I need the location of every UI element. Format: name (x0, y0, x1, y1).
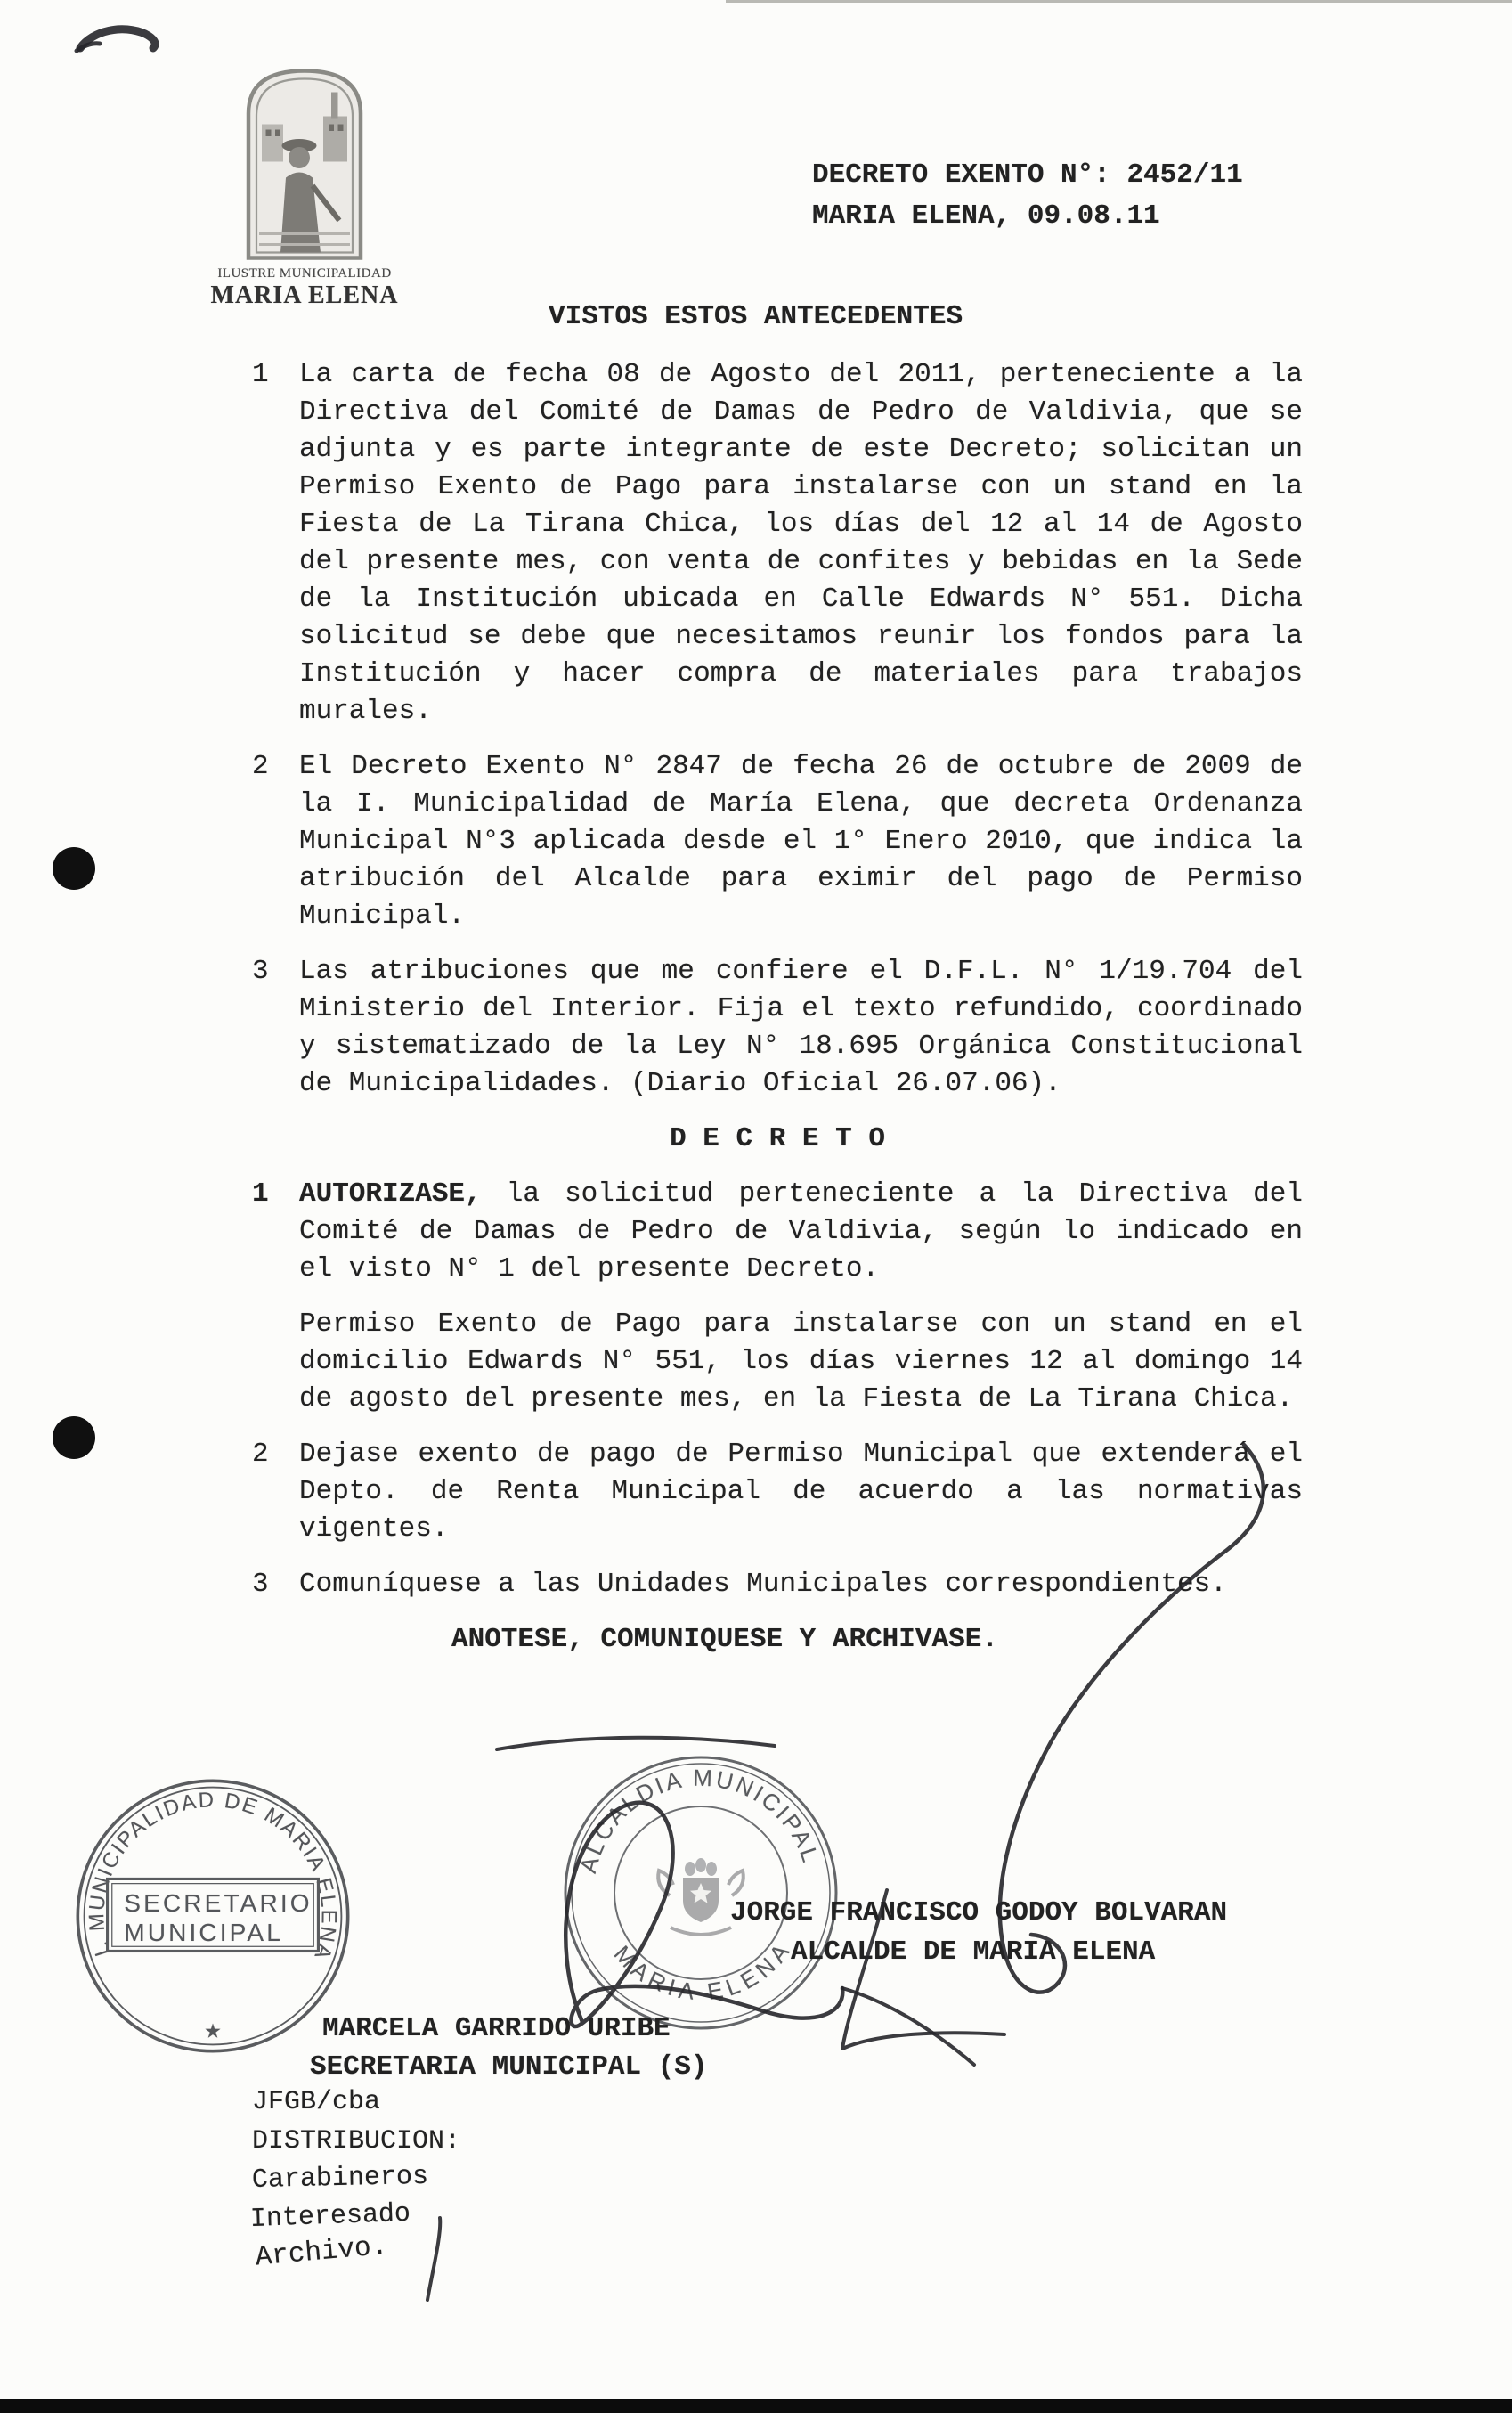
secretary-title: SECRETARIA MUNICIPAL (S) (310, 2051, 708, 2083)
decreto-item-1 (252, 1176, 1303, 1288)
closing-line: ANOTESE, COMUNIQUESE Y ARCHIVASE. (451, 1624, 998, 1655)
top-scan-edge (726, 0, 1512, 3)
item-lead-word: AUTORIZASE, (299, 1178, 482, 1210)
item-text: Las atribuciones que me confiere el D.F.L. N° 1/19.704 del Ministerio del Interior. Fija el texto refundido, coordinado y sistematizado de la Ley N° 18.695 Orgánica Constitucional de Municipalidades. (Diario Oficial 26.07.06). (299, 956, 1303, 1099)
item-text: Permiso Exento de Pago para instalarse con un stand en el domicilio Edwards N° 551, los días viernes 12 al domingo 14 de agosto del presente mes, en la Fiesta de La Tirana Chica. (299, 1308, 1303, 1414)
distribution-item-3: Archivo. (254, 2230, 389, 2274)
item-number: 1 (252, 1178, 269, 1210)
item-text: la solicitud perteneciente a la Directiva del Comité de Damas de Pedro de Valdivia, según lo indicado en el visto N° 1 del presente Decreto. (299, 1178, 1303, 1284)
bottom-scan-edge (0, 2399, 1512, 2413)
stamp-box-line1: SECRETARIO (124, 1888, 313, 1917)
mayor-signature-block (730, 1894, 1227, 1972)
decree-place-date: MARIA ELENA, 09.08.11 (812, 200, 1160, 232)
distribution-item-2: Interesado (249, 2198, 411, 2236)
stamp-box-line2: MUNICIPAL (124, 1919, 283, 1947)
scan-artifact-topleft-mark (80, 29, 155, 48)
item-text: El Decreto Exento N° 2847 de fecha 26 de octubre de 2009 de la I. Municipalidad de María Elena, que decreta Ordenanza Municipal N°3 aplicada desde el 1° Enero 2010, que indica la atribución del Alcalde para eximir del pago de Permiso Municipal. (299, 751, 1303, 932)
mayor-name: JORGE FRANCISCO GODOY BOLVARAN (730, 1897, 1228, 1928)
decreto-title: D E C R E T O (670, 1123, 885, 1154)
stamp-ring-bottom-text: MARIA ELENA (608, 1935, 798, 2006)
logo-caption-top: ILUSTRE MUNICIPALIDAD (217, 266, 392, 281)
item-text: Dejase exento de pago de Permiso Municipal que extenderá el Depto. de Renta Municipal de acuerdo a las normativas vigentes. (299, 1439, 1303, 1545)
star-icon: ★ (204, 2016, 222, 2048)
item-number: 3 (252, 956, 269, 987)
secretary-signature-block (310, 2009, 708, 2086)
secretary-name: MARCELA GARRIDO URIBE (322, 2013, 671, 2044)
decreto-permiso-paragraph (252, 1306, 1303, 1418)
footer-initials: JFGB/cba (252, 2087, 381, 2117)
logo-caption-main: MARIA ELENA (210, 281, 399, 309)
hole-punch-mark-1 (53, 847, 95, 890)
mayor-office-stamp (552, 1744, 849, 2042)
secretary-signature-tail (842, 1988, 974, 2065)
stamp-ring-text: I. MUNICIPALIDAD DE MARIA ELENA (85, 1788, 341, 1964)
municipal-logo (210, 62, 399, 310)
hole-punch-mark-2 (53, 1416, 95, 1459)
scan-artifact-topleft-mark-2 (77, 44, 100, 51)
decree-number: DECRETO EXENTO N°: 2452/11 (812, 159, 1243, 191)
decree-body (252, 356, 1303, 1659)
municipal-emblem-icon (238, 62, 371, 264)
vistos-item-1 (252, 356, 1303, 730)
item-number: 2 (252, 751, 269, 782)
vistos-title: VISTOS ESTOS ANTECEDENTES (549, 301, 963, 332)
vistos-item-3 (252, 953, 1303, 1103)
item-text: La carta de fecha 08 de Agosto del 2011, perteneciente a la Directiva del Comité de Damas de Pedro de Valdivia, que se adjunta y es parte integrante de este Decreto; solicitan un Permiso Exento de Pago para instalarse con un stand en la Fiesta de La Tirana Chica, los días del 12 al 14 de Agosto del presente mes, con venta de confites y bebidas en la Sede de la Institución ubicada en Calle Edwards N° 551. Dicha solicitud se debe que necesitamos reunir los fondos para la Institución y hacer compra de materiales para trabajos murales. (299, 359, 1303, 727)
item-number: 2 (252, 1439, 269, 1470)
distribution-label: DISTRIBUCION: (252, 2126, 461, 2156)
distribution-item-1: Carabineros (251, 2161, 429, 2196)
vistos-item-2 (252, 748, 1303, 935)
decreto-item-2 (252, 1436, 1303, 1548)
item-text: Comuníquese a las Unidades Municipales correspondientes. (299, 1569, 1227, 1600)
footer-distribution (249, 2083, 461, 2278)
item-number: 3 (252, 1569, 269, 1600)
decree-header (812, 155, 1243, 237)
stamp-ring-top-text: ALCALDIA MUNICIPAL (574, 1764, 825, 1876)
item-number: 1 (252, 359, 269, 390)
mayor-title: ALCALDE DE MARIA ELENA (791, 1936, 1156, 1968)
decreto-item-3 (252, 1566, 1303, 1603)
